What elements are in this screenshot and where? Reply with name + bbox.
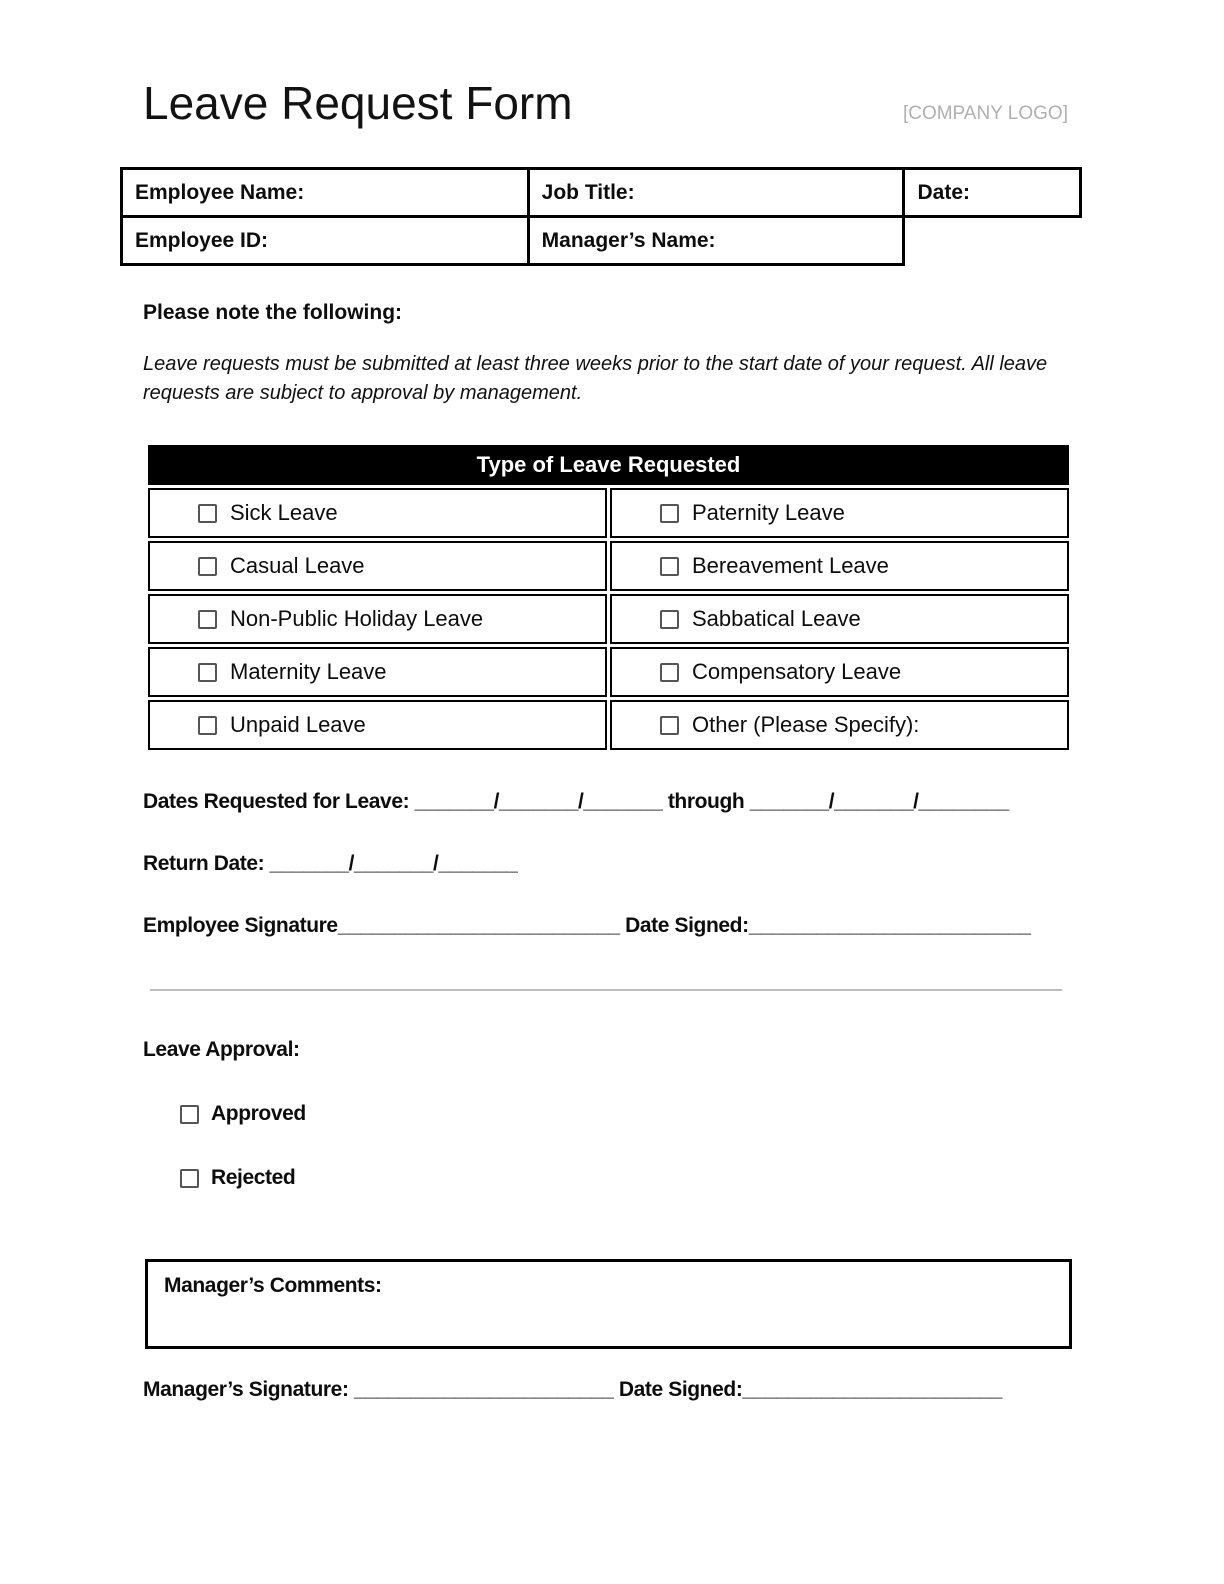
rejected-label: Rejected [211,1166,296,1189]
title-row [143,75,1082,131]
rejected-checkbox[interactable] [180,1169,199,1188]
section-divider [150,989,1062,991]
sick-leave-label: Sick Leave [230,500,338,525]
non-public-holiday-leave-checkbox[interactable] [198,610,217,629]
casual-leave-option[interactable] [148,541,607,591]
manager-signature-line [143,1377,1082,1403]
leave-approval-heading: Leave Approval: [143,1038,300,1061]
leave-table-row [148,647,1069,697]
casual-leave-label: Casual Leave [230,553,365,578]
dates-start-blank: _______/_______/_______ [414,790,663,813]
bereavement-leave-label: Bereavement Leave [692,553,889,578]
sabbatical-leave-checkbox[interactable] [660,610,679,629]
sick-leave-option[interactable] [148,488,607,538]
through-label: through [667,790,745,813]
sabbatical-leave-option[interactable] [610,594,1069,644]
non-public-holiday-leave-label: Non-Public Holiday Leave [230,606,484,631]
note-body: Leave requests must be submitted at least three weeks prior to the start date of your request. All leave requests are subject to approval by management. [143,353,1048,404]
paternity-leave-option[interactable] [610,488,1069,538]
leave-type-table [145,442,1072,753]
compensatory-leave-checkbox[interactable] [660,663,679,682]
info-table-row-1 [122,169,1081,217]
manager-signature-blank: _______________________ [354,1378,614,1401]
employee-info-table [120,167,1082,266]
other-leave-option[interactable] [610,700,1069,750]
manager-date-signed-blank: _______________________ [742,1378,1002,1401]
info-table-row-2 [122,217,1081,265]
compensatory-leave-option[interactable] [610,647,1069,697]
employee-id-cell[interactable]: Employee ID: [122,217,529,265]
manager-signature-label: Manager’s Signature: [143,1378,349,1401]
paternity-leave-label: Paternity Leave [692,500,845,525]
manager-name-cell[interactable]: Manager’s Name: [528,217,904,265]
unpaid-leave-checkbox[interactable] [198,716,217,735]
note-heading: Please note the following: [143,301,403,324]
employee-date-signed-label: Date Signed: [625,914,749,937]
unpaid-leave-label: Unpaid Leave [230,712,366,737]
casual-leave-checkbox[interactable] [198,557,217,576]
employee-signature-line [143,913,1082,939]
manager-comments-box[interactable] [145,1259,1072,1349]
compensatory-leave-label: Compensatory Leave [692,659,902,684]
maternity-leave-label: Maternity Leave [230,659,387,684]
employee-date-signed-blank: _________________________ [748,914,1031,937]
job-title-cell[interactable]: Job Title: [528,169,904,217]
empty-cell [904,217,1081,265]
sick-leave-checkbox[interactable] [198,504,217,523]
leave-table-row [148,541,1069,591]
rejected-option[interactable] [180,1167,1082,1189]
approved-option[interactable] [180,1103,1082,1125]
other-leave-checkbox[interactable] [660,716,679,735]
leave-table-row [148,700,1069,750]
bereavement-leave-checkbox[interactable] [660,557,679,576]
approved-checkbox[interactable] [180,1105,199,1124]
other-leave-label: Other (Please Specify): [692,712,920,737]
employee-signature-blank: _________________________ [337,914,620,937]
dates-end-blank: _______/_______/________ [749,790,1009,813]
manager-comments-label: Manager’s Comments: [164,1274,382,1297]
paternity-leave-checkbox[interactable] [660,504,679,523]
return-date-label: Return Date: [143,852,265,875]
approved-label: Approved [211,1102,306,1125]
leave-table-row [148,594,1069,644]
manager-date-signed-label: Date Signed: [618,1378,743,1401]
bereavement-leave-option[interactable] [610,541,1069,591]
employee-signature-label: Employee Signature [143,914,338,937]
company-logo-placeholder: [COMPANY LOGO] [902,103,1068,124]
return-date-line [143,851,1082,877]
maternity-leave-checkbox[interactable] [198,663,217,682]
page-title: Leave Request Form [143,77,573,129]
leave-table-header-row [148,445,1069,485]
employee-name-cell[interactable]: Employee Name: [122,169,529,217]
leave-table-row [148,488,1069,538]
leave-table-header: Type of Leave Requested [148,445,1069,485]
non-public-holiday-leave-option[interactable] [148,594,607,644]
return-date-blank: _______/_______/_______ [269,852,518,875]
sabbatical-leave-label: Sabbatical Leave [692,606,861,631]
maternity-leave-option[interactable] [148,647,607,697]
date-cell[interactable]: Date: [904,169,1081,217]
unpaid-leave-option[interactable] [148,700,607,750]
dates-requested-line [143,789,1082,815]
dates-requested-label: Dates Requested for Leave: [143,790,410,813]
